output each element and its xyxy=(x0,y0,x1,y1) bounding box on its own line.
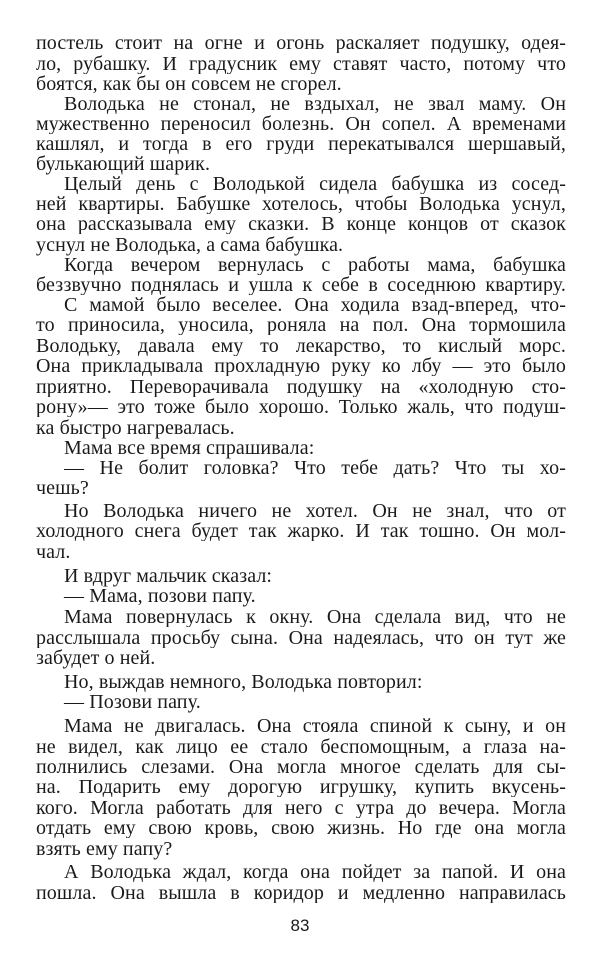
text-line: мужественно переносил болезнь. Он сопел. А временами xyxy=(36,114,566,134)
paragraph-first-line: Когда вечером вернулась с работы мама, бабушка xyxy=(64,255,566,275)
paragraph-first-line: Целый день с Володькой сидела бабушка из сосед- xyxy=(64,174,566,194)
text-line: забудет о ней. xyxy=(36,647,156,669)
text-line: расслышала просьбу сына. Она надеялась, что он тут же xyxy=(36,628,566,648)
paragraph-first-line: — Мама, позови папу. xyxy=(64,585,256,607)
text-line: постель стоит на огне и огонь раскаляет подушку, одея- xyxy=(36,33,566,53)
paragraph-first-line: И вдруг мальчик сказал: xyxy=(64,565,273,587)
text-line: полнились слезами. Она могла многое сделать для сы- xyxy=(36,757,566,777)
paragraph-first-line: А Володька ждал, когда она пойдет за папой. И она xyxy=(64,862,566,882)
paragraph-first-line: — Позови папу. xyxy=(64,691,201,713)
text-line: чал. xyxy=(36,541,71,563)
text-line: она рассказывала ему сказки. В конце концов от сказок xyxy=(36,214,566,234)
text-line: то приносила, уносила, роняла на пол. Она тормошила xyxy=(36,315,566,335)
page-number: 83 xyxy=(290,916,310,935)
paragraph-first-line: Мама все время спрашивала: xyxy=(64,437,315,459)
text-line: на. Подарить ему дорогую игрушку, купить вкусень- xyxy=(36,777,566,797)
text-line: чешь? xyxy=(36,477,89,499)
paragraph-first-line: Мама повернулась к окну. Она сделала вид, что не xyxy=(64,607,566,627)
text-line: кашлял, и тогда в его груди перекатывался шершавый, xyxy=(36,134,566,154)
paragraph-first-line: Мама не двигалась. Она стояла спиной к сыну, и он xyxy=(64,716,566,736)
text-line: отдать ему свою кровь, свою жизнь. Но где она могла xyxy=(36,818,566,838)
text-line: боятся, как бы он совсем не сгорел. xyxy=(36,73,342,95)
text-line: не видел, как лицо ее стало беспомощным, а глаза на- xyxy=(36,737,566,757)
text-line: беззвучно поднялась и ушла к себе в соседнюю квартиру. xyxy=(36,275,566,295)
text-line: Она прикладывала прохладную руку ко лбу — это было xyxy=(36,356,566,376)
text-line: кого. Могла работать для него с утра до вечера. Могла xyxy=(36,798,566,818)
text-line: Володьку, давала ему то лекарство, то кислый морс. xyxy=(36,336,566,356)
text-line: рону»— это тоже было хорошо. Только жаль, что подуш- xyxy=(36,397,566,417)
paragraph-first-line: Володька не стонал, не вздыхал, не звал маму. Он xyxy=(64,94,566,114)
text-line: взять ему папу? xyxy=(36,838,173,860)
text-line: ло, рубашку. И градусник ему ставят часто, потому что xyxy=(36,54,566,74)
text-line: уснул не Володька, а сама бабушка. xyxy=(36,234,344,256)
paragraph-first-line: Но, выждав немного, Володька повторил: xyxy=(64,671,423,693)
paragraph-first-line: Но Володька ничего не хотел. Он не знал, что от xyxy=(64,501,566,521)
text-line: холодного снега будет так жарко. И так тошно. Он мол- xyxy=(36,521,566,541)
paragraph-first-line: — Не болит головка? Что тебе дать? Что ты хо- xyxy=(64,458,566,478)
text-line: приятно. Переворачивала подушку на «холодную сто- xyxy=(36,377,566,397)
text-line: пошла. Она вышла в коридор и медленно направилась xyxy=(36,883,566,903)
text-line: ка быстро нагревалась. xyxy=(36,417,235,439)
text-line: ней квартиры. Бабушке хотелось, чтобы Володька уснул, xyxy=(36,194,566,214)
paragraph-first-line: С мамой было веселее. Она ходила взад-вперед, что- xyxy=(64,295,566,315)
text-line: булькающий шарик. xyxy=(36,153,211,175)
